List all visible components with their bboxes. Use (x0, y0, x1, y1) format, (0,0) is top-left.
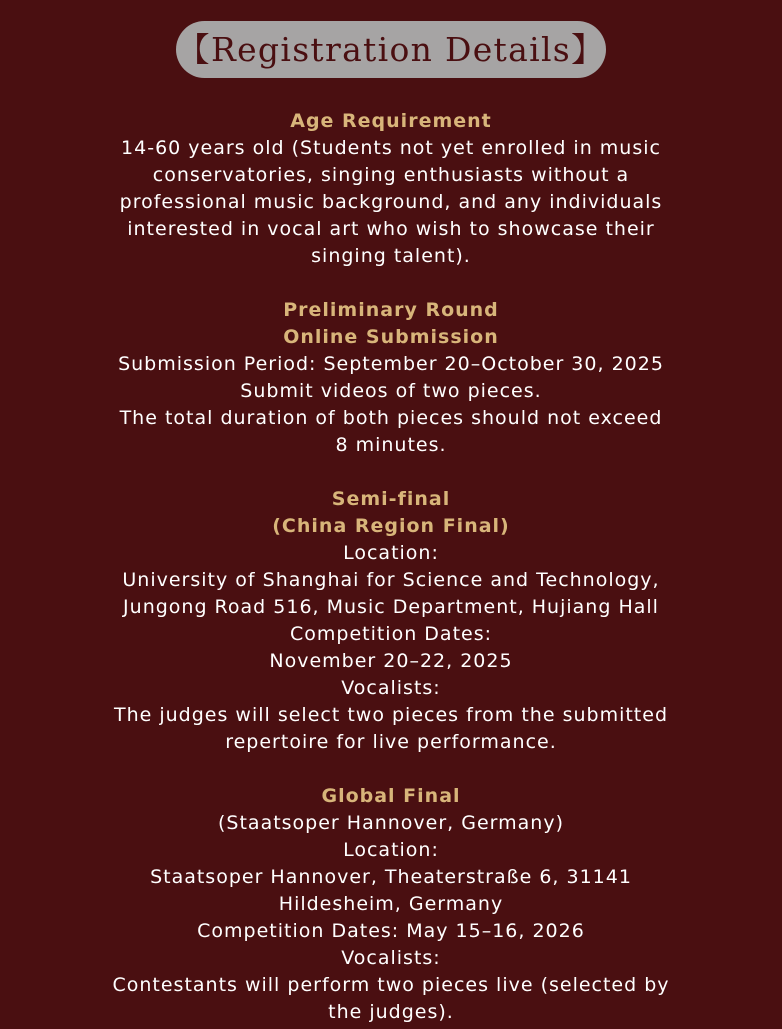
global-final-section (111, 783, 671, 1026)
semi-final-section (111, 486, 671, 756)
semi-final-dates: November 20–22, 2025 (269, 650, 513, 672)
global-final-subheading: (Staatsoper Hannover, Germany) (218, 812, 564, 834)
page-title: 【Registration Details】 (176, 30, 606, 69)
semi-final-location: University of Shanghai for Science and Technology, Jungong Road 516, Music Department, Hujiang Hall (122, 569, 660, 618)
semi-final-vocalists-label: Vocalists: (341, 677, 441, 699)
age-requirement-heading: Age Requirement (290, 110, 492, 132)
global-final-vocalists: Contestants will perform two pieces live (selected by the judges). (112, 974, 670, 1023)
semi-final-heading: Semi-final (331, 488, 451, 510)
preliminary-round-heading: Preliminary Round (283, 299, 499, 321)
online-submission-heading: Online Submission (283, 326, 499, 348)
submission-period: Submission Period: September 20–October 30, 2025 (118, 353, 664, 375)
semi-final-vocalists: The judges will select two pieces from the submitted repertoire for live performance. (113, 704, 669, 753)
global-final-location: Staatsoper Hannover, Theaterstraße 6, 31141 Hildesheim, Germany (150, 866, 632, 915)
global-final-location-label: Location: (343, 839, 439, 861)
global-final-vocalists-label: Vocalists: (341, 947, 441, 969)
registration-content (111, 108, 671, 1026)
global-final-heading: Global Final (321, 785, 461, 807)
age-requirement-text: 14-60 years old (Students not yet enrolled in music conservatories, singing enthusiasts without a professional music background, and any individuals interested in vocal art who wish to showcase their singing talent). (119, 137, 663, 267)
submission-videos: Submit videos of two pieces. (240, 380, 542, 402)
title-banner (176, 21, 606, 78)
china-region-final-heading: (China Region Final) (272, 515, 510, 537)
semi-final-location-label: Location: (343, 542, 439, 564)
semi-final-dates-label: Competition Dates: (289, 623, 493, 645)
preliminary-round-section (111, 297, 671, 459)
age-requirement-section (111, 108, 671, 270)
submission-duration: The total duration of both pieces should not exceed 8 minutes. (119, 407, 663, 456)
global-final-dates: Competition Dates: May 15–16, 2026 (197, 920, 585, 942)
